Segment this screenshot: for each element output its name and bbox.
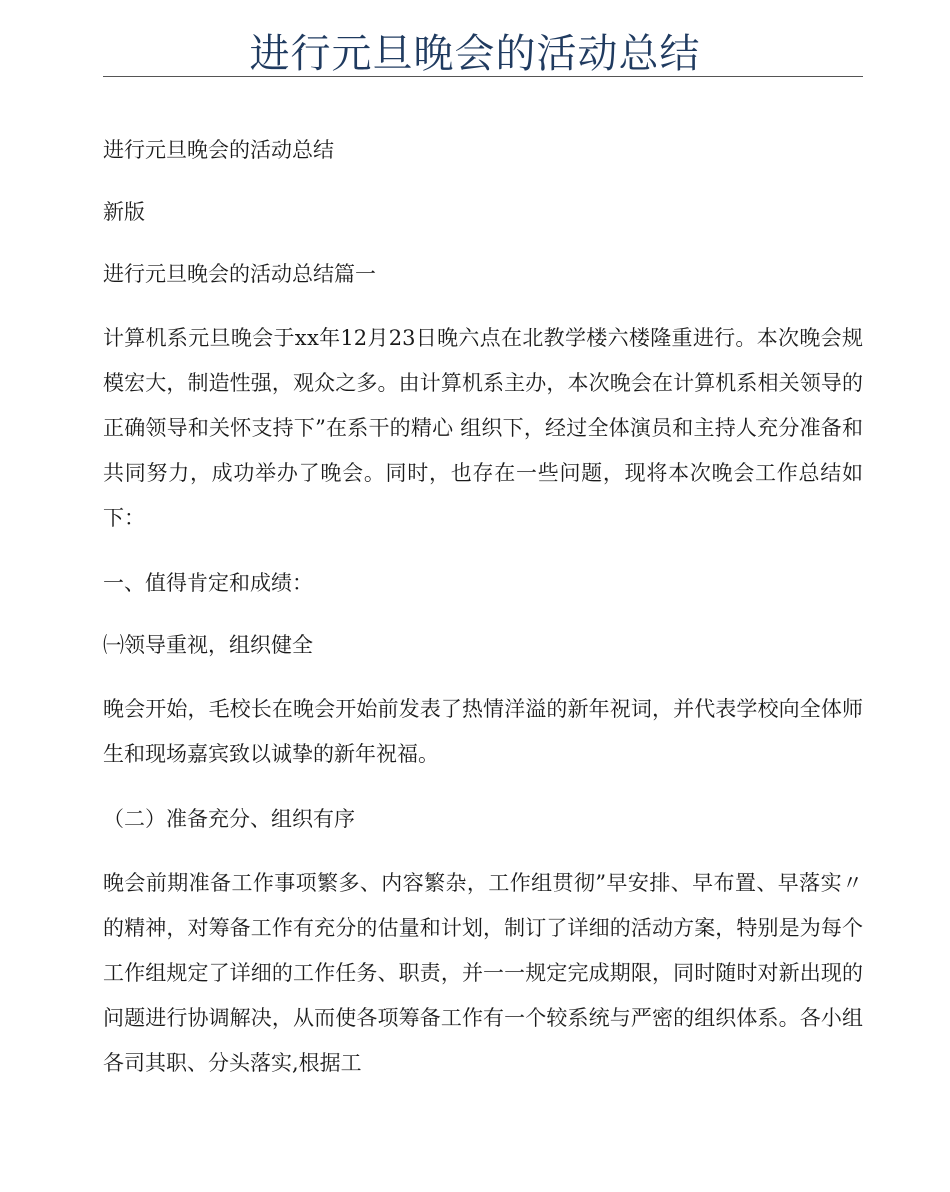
title-divider [103,76,863,77]
subtitle-paragraph: 进行元旦晚会的活动总结 [103,138,334,162]
section-heading: 进行元旦晚会的活动总结篇一 [103,262,376,286]
body-paragraph: 计算机系元旦晚会于ⅹⅹ年12月23日晚六点在北教学楼六楼隆重进行。本次晚会规模宏大，制造性强，观众之多。由计算机系主办，本次晚会在计算机系相关领导的正确领导和关怀支持下”在系干的精心 组织下，经过全体演员和主持人充分准备和共同努力，成功举办了晚会。同时，也存在一些问题，现将本次晚会工作总结如下： [103,326,863,530]
section-heading: 一、值得肯定和成绩： [103,571,313,595]
subsection-heading: （二）准备充分、组织有序 [103,807,355,831]
document-body [103,130,863,1086]
version-label: 新版 [103,200,145,224]
body-paragraph: 晚会前期准备工作事项繁多、内容繁杂，工作组贯彻”早安排、早布置、早落实〃的精神，对筹备工作有充分的估量和计划，制订了详细的活动方案，特别是为每个工作组规定了详细的工作任务、职责，并一一规定完成期限，同时随时对新出现的问题进行协调解决，从而使各项筹备工作有一个较系统与严密的组织体系。各小组各司其职、分头落实,根据工 [103,871,863,1075]
page-title: 进行元旦晚会的活动总结 [249,31,701,77]
body-paragraph: 晚会开始，毛校长在晚会开始前发表了热情洋溢的新年祝词，并代表学校向全体师生和现场嘉宾致以诚挚的新年祝福。 [103,697,863,766]
subsection-heading: ㈠领导重视，组织健全 [103,633,313,657]
